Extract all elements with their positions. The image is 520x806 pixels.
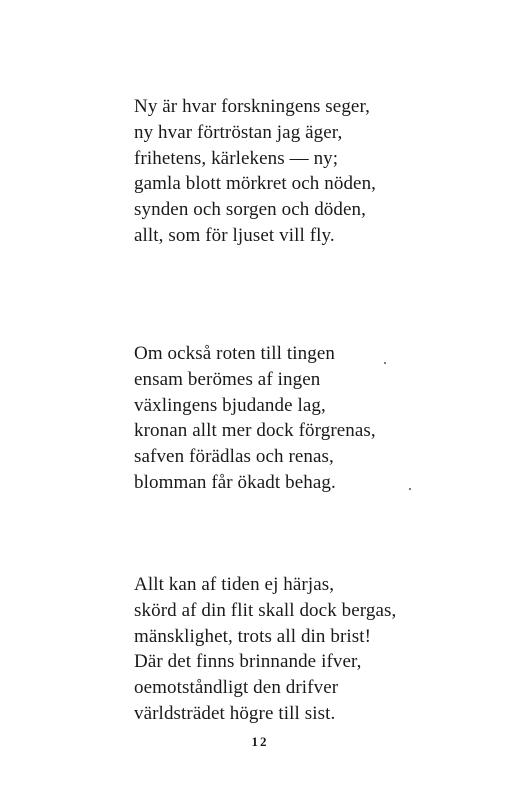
print-speck (409, 488, 411, 490)
poem-line: Allt kan af tiden ej härjas, (134, 574, 335, 595)
poem-line: gamla blott mörkret och nöden, (134, 173, 377, 195)
poem-line: frihetens, kärlekens — ny; (134, 147, 339, 169)
poem-line: skörd af din flit skall dock bergas, (134, 599, 397, 621)
poem-line: synden och sorgen och döden, (134, 199, 366, 221)
poem-line: ny hvar förtröstan jag äger, (134, 121, 343, 143)
poem-line: blomman får ökadt behag. (134, 471, 336, 493)
poem-stanza (134, 94, 434, 249)
poem-line: ensam berömes af ingen (134, 368, 321, 390)
print-speck (384, 362, 386, 364)
poem-line: Ny är hvar forskningens seger, (134, 96, 370, 117)
poem-line: safven förädlas och renas, (134, 446, 334, 468)
page-number: 12 (251, 734, 269, 749)
poem-line: oemotståndligt den drifver (134, 677, 339, 699)
poem-line: kronan allt mer dock förgrenas, (134, 420, 376, 442)
poem-line: allt, som för ljuset vill fly. (134, 224, 335, 246)
poem-line: mänsklighet, trots all din brist! (134, 625, 372, 647)
poem-line: världsträdet högre till sist. (134, 702, 336, 724)
poem-line: Där det finns brinnande ifver, (134, 651, 362, 673)
poem-stanza (134, 341, 434, 496)
poem-stanza (134, 572, 434, 727)
poem-line: Om också roten till tingen (134, 343, 336, 364)
poem-line: växlingens bjudande lag, (134, 394, 326, 416)
